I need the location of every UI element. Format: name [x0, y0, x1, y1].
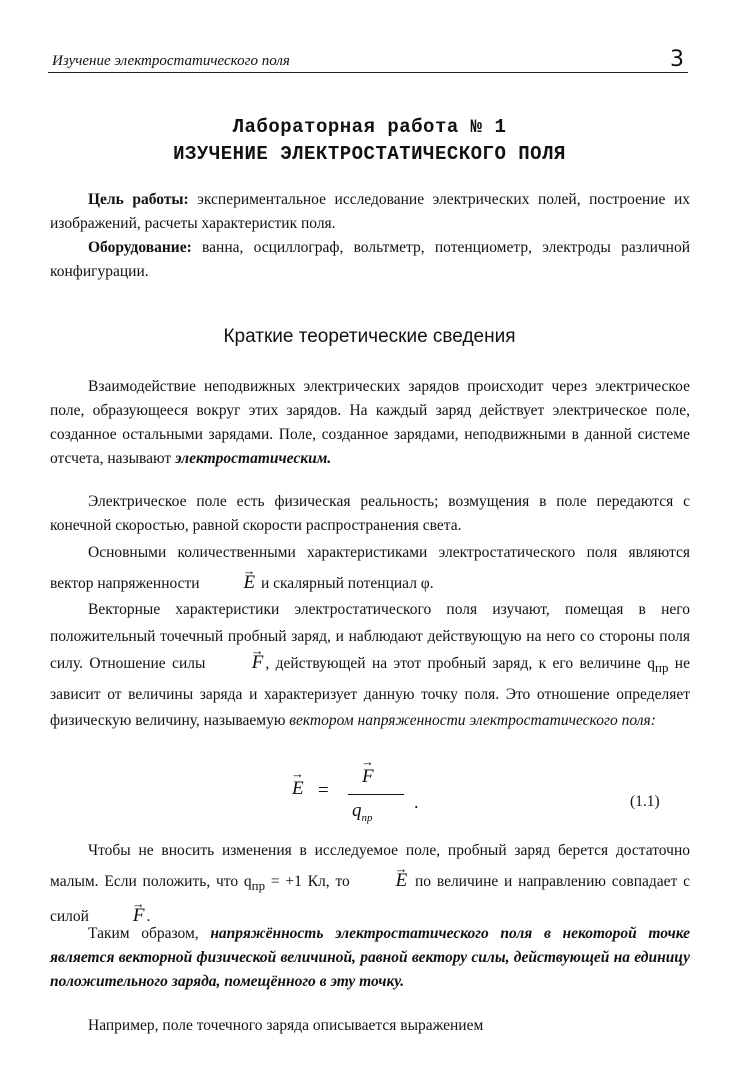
p3-before: Основными количественными характеристиками электростатического поля являются вектор напряженности — [50, 544, 690, 592]
p5-part4: . — [146, 908, 151, 926]
p6-lead: Таким образом, — [88, 925, 211, 942]
formula-1-1 — [290, 762, 510, 832]
section-heading: Краткие теоретические сведения — [223, 326, 516, 347]
p5-part2: = +1 Кл, то — [265, 873, 356, 890]
formula-den-q: q — [352, 800, 362, 821]
vector-f-symbol: → F — [212, 650, 266, 677]
p5-part1: Чтобы не вносить изменения в исследуемое поле, пробный заряд берется достаточно малым. Если положить, что q — [50, 842, 690, 890]
running-header — [48, 47, 688, 73]
paragraph-interaction — [50, 375, 690, 471]
vector-e-symbol-2: → E — [356, 866, 410, 896]
paragraph-small-charge — [50, 836, 690, 932]
p4-subscript: пр — [655, 660, 669, 676]
p4-term: вектором напряженности электростатического поля: — [289, 712, 656, 730]
equipment-text: ванна, осциллограф, вольтметр, потенциометр, электроды различной конфигурации. — [50, 239, 690, 280]
lab-title: Лабораторная работа № 1 — [232, 116, 507, 138]
p6-emphasis: напряжённость электростатического поля в некоторой точке является векторной физической величиной, равной вектору силы, действующей на единицу положительного заряда, помещённого в эту точку. — [50, 925, 690, 990]
vector-e-symbol: → E — [203, 568, 257, 598]
paragraph-vector-definition — [50, 597, 690, 735]
p5-part3: по величине и направлению совпадает с силой — [50, 873, 690, 926]
formula-denominator — [352, 800, 373, 824]
paragraph-point-charge: Например, поле точечного заряда описывается выражением — [88, 1017, 484, 1034]
formula-tail: . — [414, 792, 419, 812]
p1-term: электростатическим. — [175, 450, 332, 467]
goal-label: Цель работы: — [88, 191, 189, 208]
lab-subtitle: ИЗУЧЕНИЕ ЭЛЕКТРОСТАТИЧЕСКОГО ПОЛЯ — [173, 143, 566, 165]
formula-numerator: → F — [360, 766, 376, 788]
fraction-bar — [348, 794, 404, 795]
formula-lhs-vector: → E — [290, 778, 306, 800]
formula-equals: = — [318, 780, 329, 801]
p4-part1: Векторные характеристики электростатического поля изучают, помещая в него положительный точечный пробный заряд, и наблюдают действующую на него со стороны поля силу. Отношение силы — [50, 601, 690, 672]
p1-text: Взаимодействие неподвижных электрических зарядов происходит через электрическое поле, образующееся вокруг этих зарядов. На каждый заряд действует электрическое поле, созданное остальными зарядами. Поле, созданное зарядами, неподвижными в данной системе отсчета, называют — [50, 378, 690, 467]
equipment-label: Оборудование: — [88, 239, 192, 256]
goal-text: экспериментальное исследование электрических полей, построение их изображений, расчеты характеристик поля. — [50, 191, 690, 232]
goal-paragraph — [50, 188, 690, 236]
p5-subscript: пр — [251, 878, 266, 894]
p4-part2: , действующей на этот пробный заряд, к его величине q — [265, 655, 656, 672]
paragraph-characteristics — [50, 538, 690, 599]
equipment-paragraph — [50, 236, 690, 284]
vector-f-symbol-2: → F — [93, 901, 147, 931]
equation-number: (1.1) — [630, 793, 660, 810]
p3-after: и скалярный потенциал φ. — [257, 575, 434, 592]
running-header-title: Изучение электростатического поля — [52, 53, 290, 69]
paragraph-definition — [50, 922, 690, 994]
paragraph-reality: Электрическое поле есть физическая реальность; возмущения в поле передаются с конечной скоростью, равной скорости распространения света. — [50, 493, 690, 534]
p4-part3: не зависит от величины заряда и характеризует данную точку поля. Это отношение определяет физическую величину, называемую — [50, 655, 690, 730]
formula-den-subscript: пр — [361, 811, 373, 824]
page-number: 3 — [670, 47, 684, 72]
